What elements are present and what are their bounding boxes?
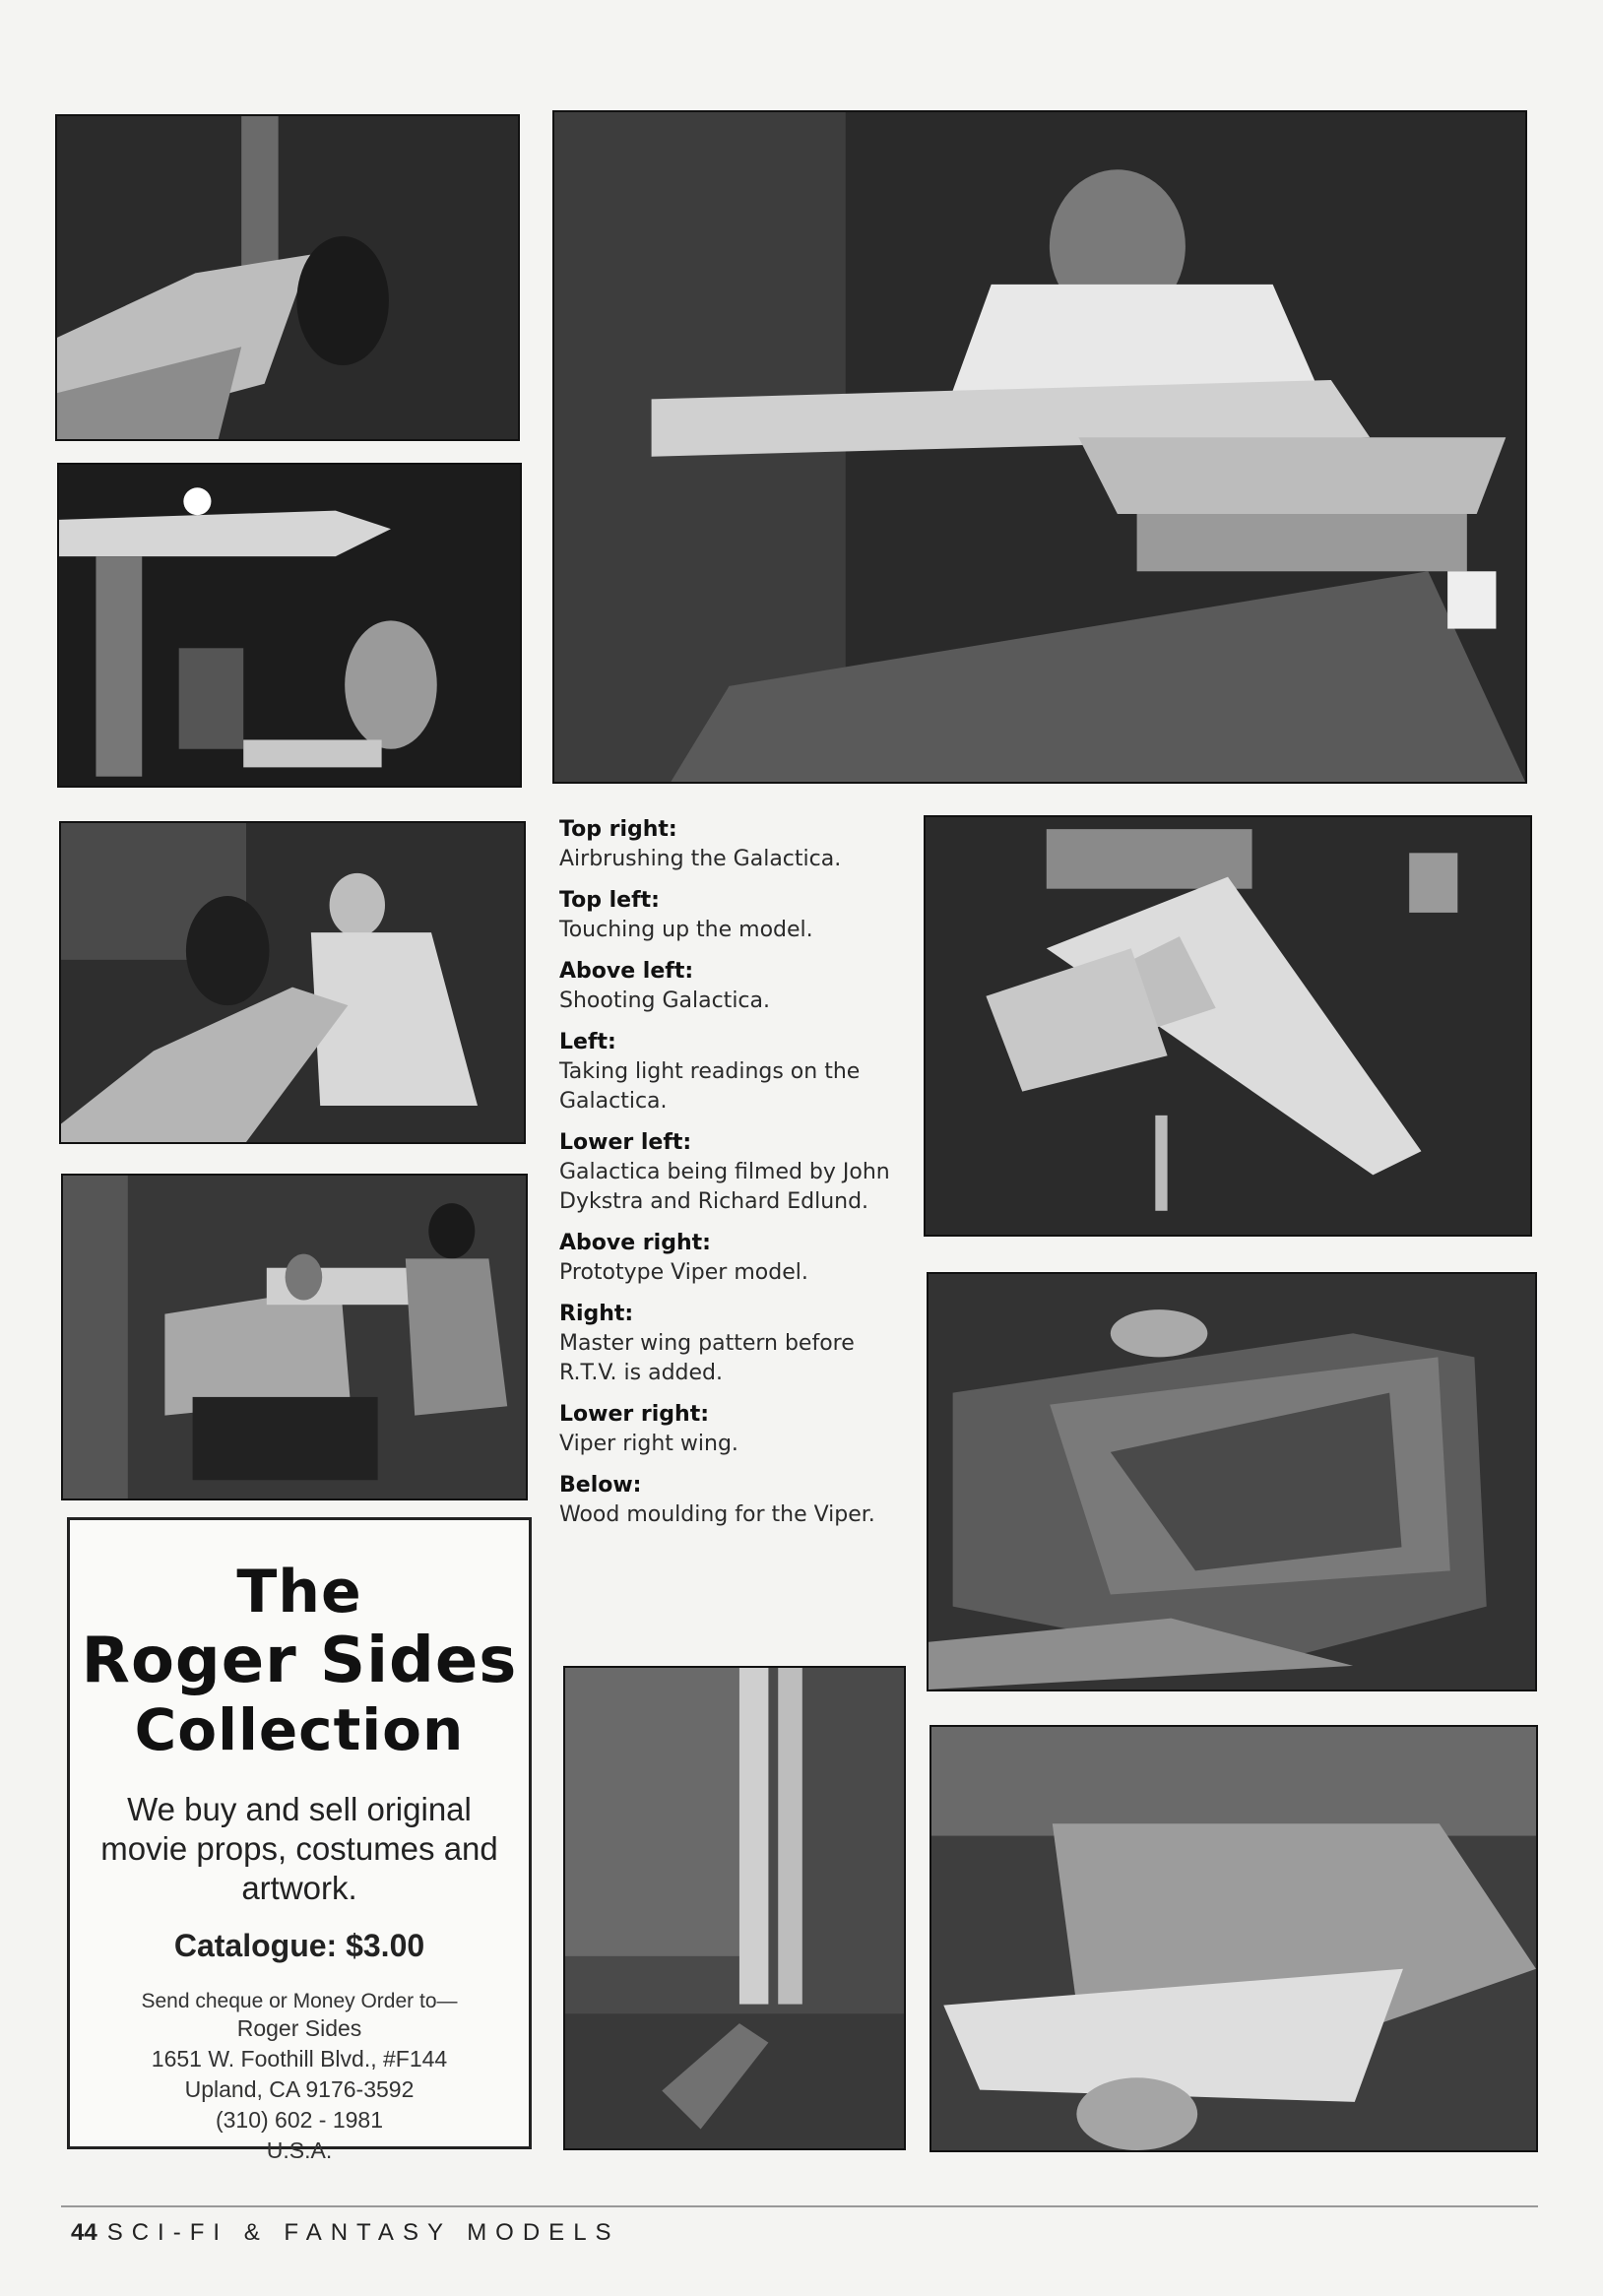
ad-address-city: Upland, CA 9176-3592	[184, 2076, 415, 2102]
photo-prototype-viper-model	[924, 815, 1532, 1237]
caption-below	[559, 1471, 914, 1530]
caption-heading: Top left:	[559, 888, 660, 913]
photo-shooting-galactica	[57, 463, 522, 788]
caption-text: Shooting Galactica.	[559, 989, 770, 1013]
caption-heading: Lower right:	[559, 1402, 710, 1427]
caption-text: Taking light readings on the Galactica.	[559, 1059, 861, 1114]
caption-top-right	[559, 815, 914, 874]
magazine-name: SCI-FI & FANTASY MODELS	[106, 2219, 620, 2246]
caption-right	[559, 1300, 914, 1388]
caption-heading: Left:	[559, 1030, 616, 1054]
ad-address-country: U.S.A.	[266, 2137, 333, 2163]
photo-captions	[559, 815, 914, 1542]
caption-lower-right	[559, 1400, 914, 1459]
ad-send-instructions: Send cheque or Money Order to—	[141, 1990, 458, 2012]
caption-heading: Lower left:	[559, 1130, 692, 1155]
photo-master-wing-pattern	[927, 1272, 1537, 1691]
ad-catalogue-price: Catalogue: $3.00	[173, 1928, 425, 1963]
ad-address-name: Roger Sides	[236, 2015, 362, 2041]
ad-address-phone: (310) 602 - 1981	[215, 2107, 384, 2133]
photo-viper-right-wing	[930, 1725, 1538, 2152]
ad-pitch: We buy and sell original movie props, costumes and artwork.	[100, 1791, 498, 1906]
photo-airbrushing-galactica	[552, 110, 1527, 784]
caption-heading: Right:	[559, 1302, 634, 1326]
caption-text: Master wing pattern before R.T.V. is added.	[559, 1331, 855, 1385]
caption-lower-left	[559, 1128, 914, 1217]
caption-text: Touching up the model.	[559, 918, 813, 942]
ad-title-line-1: The	[236, 1558, 362, 1626]
caption-text: Airbrushing the Galactica.	[559, 847, 842, 871]
caption-heading: Above right:	[559, 1231, 711, 1255]
page-footer	[71, 2219, 620, 2247]
caption-top-left	[559, 886, 914, 945]
caption-text: Galactica being filmed by John Dykstra and Richard Edlund.	[559, 1160, 890, 1214]
photo-galactica-being-filmed	[61, 1174, 528, 1500]
caption-above-left	[559, 957, 914, 1016]
caption-left	[559, 1028, 914, 1116]
ad-title-line-3: Collection	[134, 1696, 465, 1763]
footer-rule	[61, 2205, 1538, 2207]
roger-sides-advertisement	[67, 1517, 532, 2163]
page-number: 44	[71, 2219, 97, 2246]
caption-heading: Top right:	[559, 817, 677, 842]
ad-address-street: 1651 W. Foothill Blvd., #F144	[151, 2046, 448, 2072]
caption-text: Prototype Viper model.	[559, 1260, 808, 1285]
photo-taking-light-readings	[59, 821, 526, 1144]
caption-text: Viper right wing.	[559, 1432, 738, 1456]
ad-title-line-2: Roger Sides	[81, 1625, 518, 1697]
caption-text: Wood moulding for the Viper.	[559, 1502, 875, 1527]
photo-wood-moulding-viper	[563, 1666, 906, 2150]
caption-heading: Below:	[559, 1473, 642, 1498]
caption-above-right	[559, 1229, 914, 1288]
caption-heading: Above left:	[559, 959, 694, 984]
photo-touching-up-model	[55, 114, 520, 441]
